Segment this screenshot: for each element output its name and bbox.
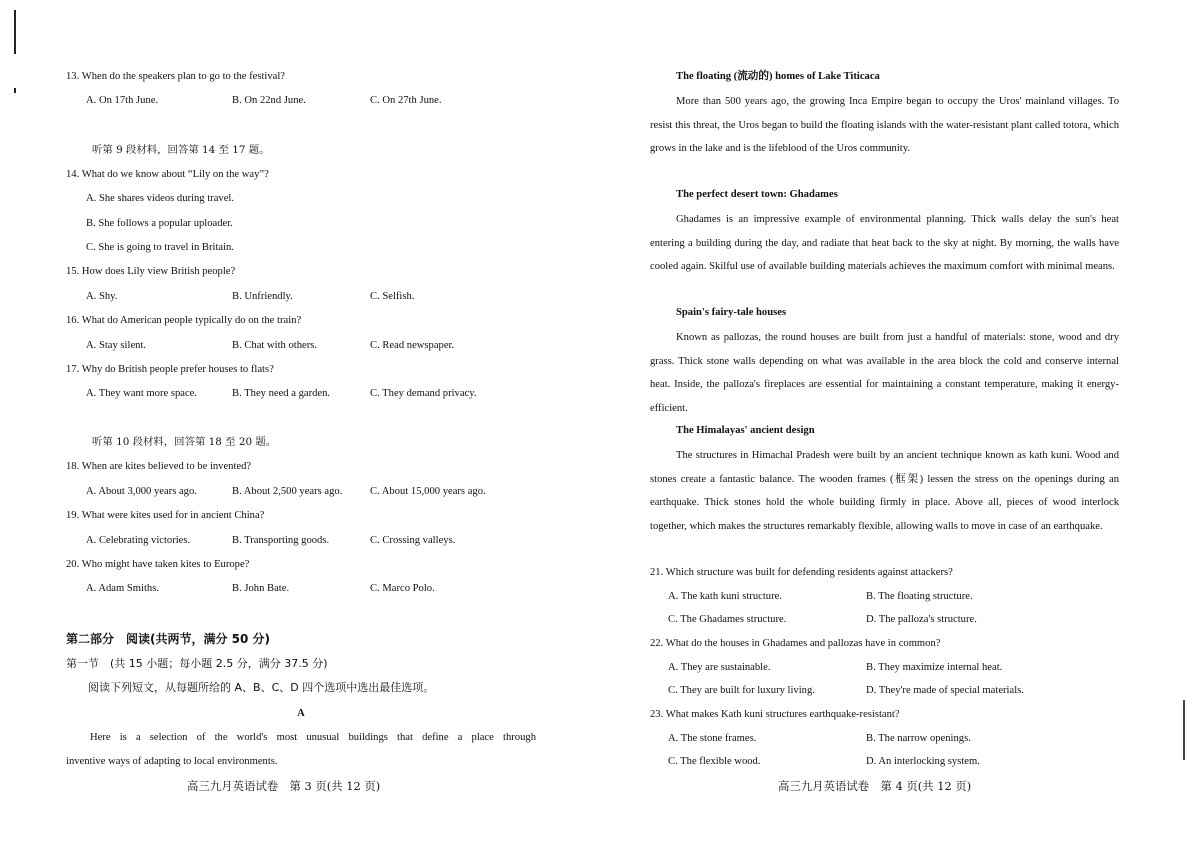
option-a[interactable]: A. About 3,000 years ago. [86,486,197,497]
heading-himalayas: The Himalayas' ancient design [676,425,815,436]
question-17-options [86,388,477,400]
option-c[interactable]: C. Read newspaper. [370,340,455,351]
option-a[interactable]: A. Adam Smiths. [86,583,159,594]
question-23: 23. What makes Kath kuni structures earthquake-resistant? [650,709,900,720]
question-19-options [86,535,455,547]
option-b[interactable]: B. She follows a popular uploader. [86,218,233,229]
option-a[interactable]: A. Stay silent. [86,340,147,351]
option-c[interactable]: C. She is going to travel in Britain. [86,242,235,253]
heading-pallozas: Spain's fairy-tale houses [676,307,787,318]
option-b[interactable]: B. Transporting goods. [232,535,330,546]
option-a[interactable]: A. The kath kuni structure. [668,591,782,602]
listening-instruction-10: 听第 10 段材料，回答第 18 至 20 题。 [92,436,277,448]
option-a[interactable]: A. The stone frames. [668,733,757,744]
option-c[interactable]: C. Crossing valleys. [370,535,456,546]
paragraph-ghadames: Ghadames is an impressive example of environmental planning. Thick walls delay the sun's heat entering a building during the day, and radiate that heat back to the sky at night. By morning, the walls have cooled again. Skilful use of available building materials achieves the maximum comfort with minimal means. [650,214,1119,273]
question-17: 17. Why do British people prefer houses to flats? [66,364,274,375]
option-b[interactable]: B. About 2,500 years ago. [232,486,343,497]
page-footer: 高三九月英语试卷 第 4 页(共 12 页) [778,779,972,793]
question-18-options [86,486,486,498]
question-15-options [86,291,414,303]
passage-label: A [297,708,305,719]
question-21-options-row-1 [668,591,973,603]
option-b[interactable]: B. On 22nd June. [232,95,306,106]
option-c[interactable]: C. About 15,000 years ago. [370,486,486,497]
option-a[interactable]: A. On 17th June. [86,95,159,106]
question-20-options [86,583,435,595]
option-b[interactable]: B. The floating structure. [866,591,973,602]
question-15: 15. How does Lily view British people? [66,266,236,277]
option-c[interactable]: C. On 27th June. [370,95,442,106]
question-13: 13. When do the speakers plan to go to the festival? [66,71,285,82]
paragraph-himalayas: The structures in Himachal Pradesh were built by an ancient technique known as kath kuni. Wood and stones create a fantastic balance. The wooden frames (框架) lessen the stress on the openings during an earthquake. Thick stones hold the whole building firmly in place. Above all, pieces of wood interlock together, which makes the structures remarkably flexible, allowing walls to move in case of an earthquake. [650,450,1119,532]
question-19: 19. What were kites used for in ancient China? [66,510,265,521]
question-21-options-row-2 [668,614,977,626]
option-b[interactable]: B. John Bate. [232,583,290,594]
heading-ghadames: The perfect desert town: Ghadames [676,189,838,200]
question-23-options-row-1 [668,733,971,745]
scan-edge-mark [14,10,16,54]
question-22: 22. What do the houses in Ghadames and pallozas have in common? [650,638,941,649]
question-13-options [86,95,442,107]
option-c[interactable]: C. They are built for luxury living. [668,685,815,696]
question-14: 14. What do we know about “Lily on the way”? [66,169,269,180]
paragraph-floating-homes: More than 500 years ago, the growing Inca Empire began to occupy the Uros' mainland villages. To resist this threat, the Uros began to build the floating islands with the water-resistant plant called totora, which grows in the lake and is the lifeblood of the Uros community. [650,96,1119,155]
option-d[interactable]: D. The palloza's structure. [866,614,977,625]
scan-edge-mark [14,88,16,93]
option-a[interactable]: A. Shy. [86,291,118,302]
option-b[interactable]: B. Chat with others. [232,340,318,351]
option-b[interactable]: B. They need a garden. [232,388,331,399]
part-2-heading: 第二部分 阅读(共两节，满分 50 分) [66,632,271,646]
section-1-heading: 第一节 (共 15 小题；每小题 2.5 分，满分 37.5 分) [66,657,328,670]
question-16-options [86,340,454,352]
scan-edge-mark [1183,700,1185,760]
paragraph-pallozas: Known as pallozas, the round houses are built from just a handful of materials: stone, wood and dry grass. Thick stone walls depending on what was available in the area block the cold and conserve internal heat. Inside, the palloza's fireplaces are essential for maintaining a constant temperature, making it energy-efficient. [650,332,1119,414]
question-22-options-row-2 [668,685,1024,697]
option-c[interactable]: C. The Ghadames structure. [668,614,787,625]
option-a[interactable]: A. Celebrating victories. [86,535,191,546]
heading-floating-homes: The floating (流动的) homes of Lake Titicaca [676,71,880,82]
option-d[interactable]: D. They're made of special materials. [866,685,1024,696]
question-22-options-row-1 [668,662,1002,674]
option-c[interactable]: C. Marco Polo. [370,583,435,594]
option-a[interactable]: A. They want more space. [86,388,198,399]
listening-instruction-9: 听第 9 段材料，回答第 14 至 17 题。 [92,144,270,156]
passage-intro-line-2: inventive ways of adapting to local environments. [66,756,278,767]
reading-instructions: 阅读下列短文，从每题所给的 A、B、C、D 四个选项中选出最佳选项。 [88,681,435,694]
option-b[interactable]: B. The narrow openings. [866,733,971,744]
question-18: 18. When are kites believed to be invented? [66,461,252,472]
option-d[interactable]: D. An interlocking system. [866,756,980,767]
option-a[interactable]: A. She shares videos during travel. [86,193,234,204]
option-c[interactable]: C. They demand privacy. [370,388,477,399]
option-a[interactable]: A. They are sustainable. [668,662,771,673]
option-b[interactable]: B. They maximize internal heat. [866,662,1003,673]
option-c[interactable]: C. The flexible wood. [668,756,761,767]
question-20: 20. Who might have taken kites to Europe? [66,559,250,570]
question-23-options-row-2 [668,756,980,768]
question-16: 16. What do American people typically do on the train? [66,315,302,326]
option-b[interactable]: B. Unfriendly. [232,291,293,302]
option-c[interactable]: C. Selfish. [370,291,415,302]
question-21: 21. Which structure was built for defending residents against attackers? [650,567,953,578]
passage-intro-line-1: Here is a selection of the world's most unusual buildings that define a place through [90,732,536,743]
page-4-column [650,0,1122,849]
page-3-column [66,0,536,849]
page-footer: 高三九月英语试卷 第 3 页(共 12 页) [187,779,381,793]
